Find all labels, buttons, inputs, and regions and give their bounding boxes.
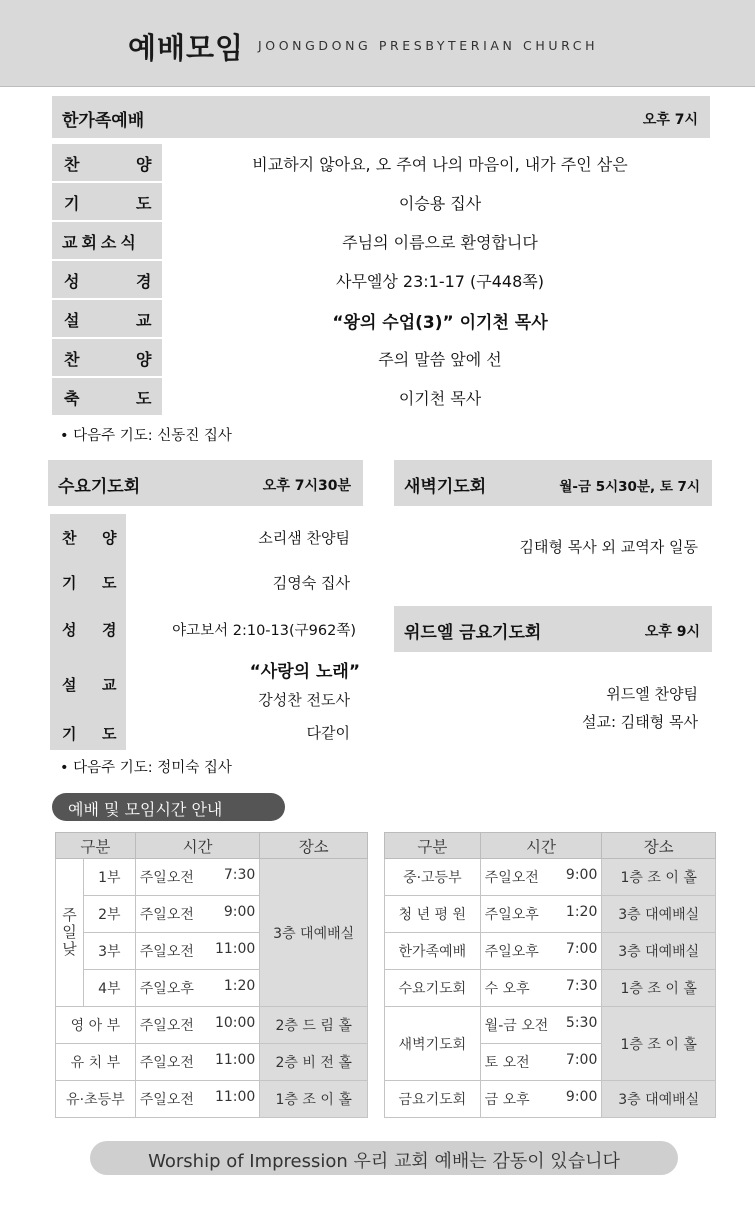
table-cell: 1층 조 이 홀 bbox=[602, 970, 716, 1007]
preacher-name: 강성찬 전도사 bbox=[258, 691, 350, 709]
order-label: 성 경 bbox=[50, 606, 126, 652]
table-cell: 주일오전 11:00 bbox=[135, 1044, 260, 1081]
order-label: 축 도 bbox=[52, 378, 162, 415]
table-cell: 1층 조 이 홀 bbox=[602, 859, 716, 896]
table-cell: 수요기도회 bbox=[385, 970, 481, 1007]
table-cell: 2층 드 림 홀 bbox=[260, 1007, 368, 1044]
sunday-label: 주일낮 bbox=[56, 859, 84, 1007]
table-cell: 2층 비 전 홀 bbox=[260, 1044, 368, 1081]
column-header: 시간 bbox=[480, 833, 602, 859]
friday-prayer-header bbox=[394, 606, 712, 652]
order-value: 김영숙 집사 bbox=[272, 574, 350, 592]
sermon-title: “사랑의 노래” bbox=[249, 662, 360, 682]
friday-prayer-title: 위드엘 금요기도회 bbox=[404, 623, 542, 643]
family-worship-title: 한가족예배 bbox=[62, 111, 145, 131]
dawn-prayer-header bbox=[394, 460, 712, 506]
table-row bbox=[56, 1081, 368, 1118]
schedule-table-left bbox=[55, 832, 368, 1118]
order-label: 기 도 bbox=[50, 716, 126, 750]
page-header bbox=[0, 0, 755, 87]
friday-praise-team: 위드엘 찬양팀 bbox=[606, 685, 698, 703]
table-cell: 유 치 부 bbox=[56, 1044, 136, 1081]
table-row bbox=[385, 859, 716, 896]
church-name: JOONGDONG PRESBYTERIAN CHURCH bbox=[258, 38, 599, 53]
order-value: 사무엘상 23:1-17 (구448쪽) bbox=[336, 272, 544, 291]
table-row bbox=[385, 970, 716, 1007]
page-title: 예배모임 bbox=[128, 31, 245, 65]
table-cell: 새벽기도회 bbox=[385, 1007, 481, 1081]
table-cell: 월-금 오전 5:30 bbox=[480, 1007, 602, 1044]
table-cell: 주일오전 11:00 bbox=[135, 933, 260, 970]
friday-preacher: 설교: 김태형 목사 bbox=[581, 713, 698, 731]
table-cell: 주일오후 7:00 bbox=[480, 933, 602, 970]
table-row bbox=[385, 933, 716, 970]
wednesday-prayer-title: 수요기도회 bbox=[58, 477, 141, 497]
table-cell: 금 오후 9:00 bbox=[480, 1081, 602, 1118]
column-header: 구분 bbox=[385, 833, 481, 859]
table-cell: 주일오전 11:00 bbox=[135, 1081, 260, 1118]
footer-slogan: Worship of Impression 우리 교회 예배는 감동이 있습니다 bbox=[90, 1141, 678, 1175]
order-label: 설 교 bbox=[52, 300, 162, 337]
order-value: 주님의 이름으로 환영합니다 bbox=[342, 233, 538, 252]
order-label: 찬 양 bbox=[52, 339, 162, 376]
table-cell: 3부 bbox=[83, 933, 135, 970]
dawn-prayer-title: 새벽기도회 bbox=[404, 477, 487, 497]
order-value: 주의 말씀 앞에 선 bbox=[378, 350, 502, 369]
order-label: 기 도 bbox=[50, 560, 126, 606]
table-cell: 3층 대예배실 bbox=[602, 1081, 716, 1118]
table-cell: 4부 bbox=[83, 970, 135, 1007]
table-cell: 주일오전 10:00 bbox=[135, 1007, 260, 1044]
wednesday-prayer-time: 오후 7시30분 bbox=[262, 478, 351, 494]
order-label: 설 교 bbox=[50, 652, 126, 716]
order-label: 찬 양 bbox=[50, 514, 126, 560]
table-cell: 3층 대예배실 bbox=[602, 896, 716, 933]
order-value: 이기천 목사 bbox=[398, 389, 482, 408]
table-cell: 주일오전 9:00 bbox=[480, 859, 602, 896]
table-cell: 1부 bbox=[83, 859, 135, 896]
column-header: 장소 bbox=[260, 833, 368, 859]
order-label: 기 도 bbox=[52, 183, 162, 220]
order-value: 야고보서 2:10-13(구962쪽) bbox=[172, 623, 356, 639]
next-prayer-note: • 다음주 기도: 신동진 집사 bbox=[60, 428, 232, 444]
table-cell: 토 오전 7:00 bbox=[480, 1044, 602, 1081]
friday-prayer-time: 오후 9시 bbox=[644, 624, 700, 640]
table-row bbox=[56, 1007, 368, 1044]
table-cell: 3층 대예배실 bbox=[260, 859, 368, 1007]
wednesday-prayer-header bbox=[48, 460, 363, 506]
table-cell: 주일오전 9:00 bbox=[135, 896, 260, 933]
schedule-table-right bbox=[384, 832, 716, 1118]
table-cell: 3층 대예배실 bbox=[602, 933, 716, 970]
table-row bbox=[56, 859, 368, 896]
table-cell: 주일오후 1:20 bbox=[480, 896, 602, 933]
table-header-row bbox=[385, 833, 716, 859]
table-cell: 영 아 부 bbox=[56, 1007, 136, 1044]
table-cell: 수 오후 7:30 bbox=[480, 970, 602, 1007]
table-row bbox=[385, 1081, 716, 1118]
table-cell: 금요기도회 bbox=[385, 1081, 481, 1118]
order-label: 교회소식 bbox=[52, 222, 162, 259]
table-cell: 2부 bbox=[83, 896, 135, 933]
column-header: 장소 bbox=[602, 833, 716, 859]
table-cell: 한가족예배 bbox=[385, 933, 481, 970]
table-cell: 유·초등부 bbox=[56, 1081, 136, 1118]
table-row bbox=[385, 896, 716, 933]
dawn-prayer-time: 월-금 5시30분, 토 7시 bbox=[559, 479, 700, 495]
order-value: 이승용 집사 bbox=[398, 194, 482, 213]
order-label: 찬 양 bbox=[52, 144, 162, 181]
order-value: 소리샘 찬양팀 bbox=[258, 529, 350, 547]
order-label: 성 경 bbox=[52, 261, 162, 298]
table-header-row bbox=[56, 833, 368, 859]
column-header: 시간 bbox=[135, 833, 260, 859]
order-value: 비교하지 않아요, 오 주여 나의 마음이, 내가 주인 삼은 bbox=[252, 155, 628, 174]
order-value: 다같이 bbox=[306, 724, 350, 742]
schedule-title-pill: 예배 및 모임시간 안내 bbox=[52, 793, 285, 821]
sermon-title: “왕의 수업(3)” 이기천 목사 bbox=[332, 313, 548, 333]
next-prayer-note: • 다음주 기도: 정미숙 집사 bbox=[60, 760, 232, 776]
table-cell: 주일오후 1:20 bbox=[135, 970, 260, 1007]
table-cell: 주일오전 7:30 bbox=[135, 859, 260, 896]
family-worship-header bbox=[52, 96, 710, 138]
table-row bbox=[385, 1007, 716, 1044]
table-cell: 1층 조 이 홀 bbox=[602, 1007, 716, 1081]
family-worship-time: 오후 7시 bbox=[642, 112, 698, 128]
table-cell: 청 년 평 원 bbox=[385, 896, 481, 933]
column-header: 구분 bbox=[56, 833, 136, 859]
table-cell: 1층 조 이 홀 bbox=[260, 1081, 368, 1118]
table-row bbox=[56, 1044, 368, 1081]
dawn-prayer-leader: 김태형 목사 외 교역자 일동 bbox=[519, 538, 698, 556]
table-cell: 중·고등부 bbox=[385, 859, 481, 896]
